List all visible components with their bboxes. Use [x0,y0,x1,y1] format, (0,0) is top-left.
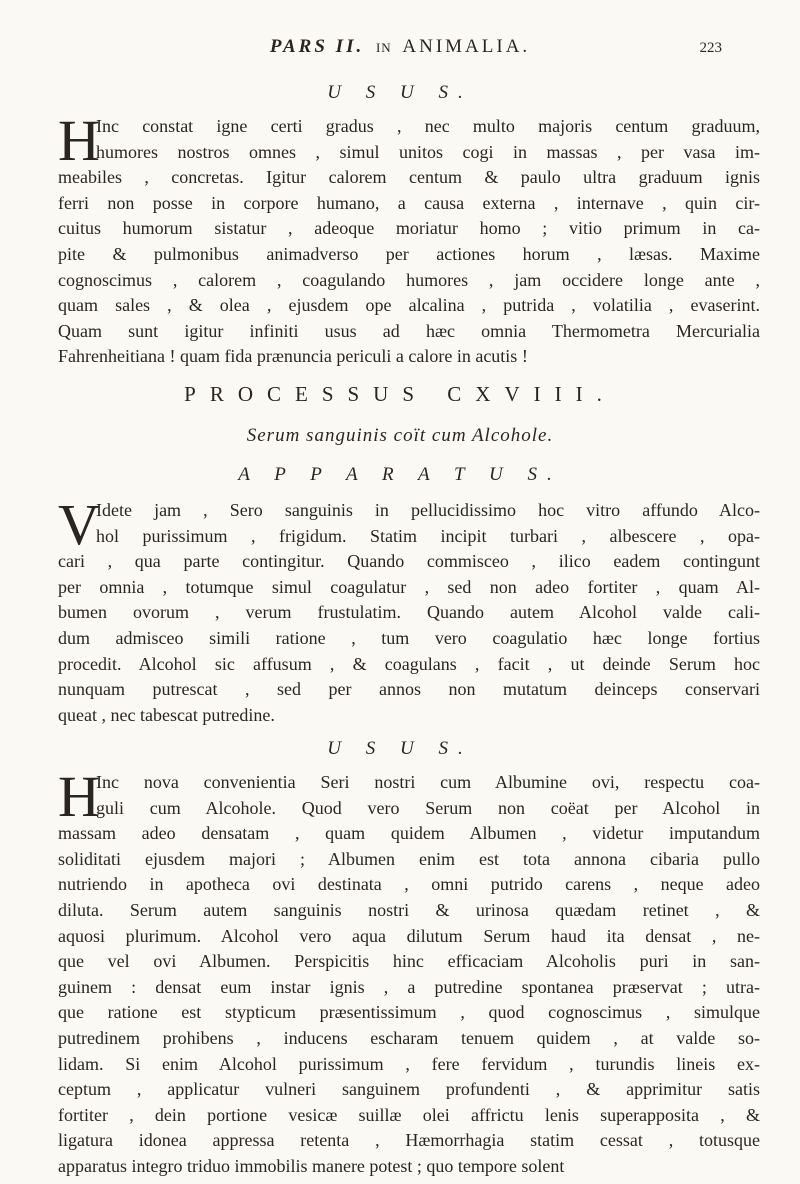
dropcap-h-2: H [58,764,100,829]
text-line: aquosi plurimum. Alcohol vero aqua dilutum Serum haud ita densat , ne- [58,925,760,946]
running-head [0,36,800,58]
text-line: soliditati ejusdem majori ; Albumen enim est tota annona cibaria pullo [58,848,760,869]
page-number: 223 [699,40,722,56]
usus-paragraph-2 [58,764,760,1180]
text-line: fortiter , dein portione vesicæ suillæ olei affrictu lenis superapposita , & [58,1104,760,1125]
text-line: cari , qua parte contingitur. Quando commisceo , ilico eadem contingunt [58,551,760,572]
text-line: guinem : densat eum instar ignis , a putredine spontanea præservat ; utra- [58,976,760,997]
apparatus-heading: A P P A R A T U S. [238,464,562,485]
usus-heading-2: U S U S. [327,738,473,759]
text-line: hol purissimum , frigidum. Statim incipit turbari , albescere , opa- [96,525,760,546]
text-line: queat , nec tabescat putredine. [58,704,275,725]
text-line: humores nostros omnes , simul unitos cogi in massas , per vasa im- [96,141,760,162]
text-line: cognoscimus , calorem , coagulando humores , jam occidere longe ante , [58,269,760,290]
usus-heading-1: U S U S. [327,82,473,103]
text-line: ligatura idonea appressa retenta , Hæmorrhagia statim cessat , totusque [58,1130,760,1151]
text-line: lidam. Si enim Alcohol purissimum , fere fervidum , turundis lineis ex- [58,1053,760,1074]
text-line: apparatus integro triduo immobilis manere potest ; quo tempore solent [58,1155,565,1176]
processus-title: PROCESSUS CXVIII. [184,382,616,406]
text-line: nunquam putrescat , sed per annos non mutatum deinceps conservari [58,679,760,700]
text-line: meabiles , concretas. Igitur calorem centum & paulo ultra graduum ignis [58,167,760,188]
processus-subtitle: Serum sanguinis coït cum Alcohole. [246,425,554,446]
text-line: Inc constat igne certi gradus , nec multo majoris centum graduum, [96,116,760,136]
dropcap-h-1: H [58,108,100,173]
text-line: que ratione est stypticum præsentissimum , quod cognoscimus , simulque [58,1002,760,1023]
running-head-in: IN [375,40,392,55]
text-line: procedit. Alcohol sic affusum , & coagulans , facit , ut deinde Serum hoc [58,653,760,674]
text-line: Idete jam , Sero sanguinis in pellucidissimo hoc vitro affundo Alco- [96,500,760,520]
usus-paragraph-1 [58,108,760,370]
dropcap-v: V [58,492,100,557]
text-line: Inc nova convenientia Seri nostri cum Albumine ovi, respectu coa- [96,772,760,792]
running-head-subject: ANIMALIA. [402,36,531,57]
running-head-part: PARS II. [269,36,365,57]
text-line: pite & pulmonibus animadverso per actiones horum , læsas. Maxime [58,243,760,264]
text-line: que vel ovi Albumen. Perspicitis hinc efficaciam Alcoholis puri in san- [58,951,760,972]
text-line: massam adeo densatam , quam quidem Albumen , videtur imputandum [58,823,760,844]
text-line: Fahrenheitiana ! quam fida prænuncia periculi a calore in acutis ! [58,346,528,367]
apparatus-paragraph [58,492,760,728]
text-line: dum admisceo simili ratione , tum vero coagulatio hæc longe fortius [58,627,760,648]
text-line: cuitus humorum sistatur , adeoque moriatur homo ; vitio primum in ca- [58,218,760,239]
text-line: putredinem prohibens , inducens escharam tenuem quidem , at valde so- [58,1027,760,1048]
text-line: per omnia , totumque simul coagulatur , sed non adeo fortiter , quam Al- [58,576,760,597]
text-line: diluta. Serum autem sanguinis nostri & urinosa quædam retinet , & [58,899,760,920]
text-line: quam sales , & olea , ejusdem ope alcalina , putrida , volatilia , evaserint. [58,295,760,316]
text-line: Quam sunt igitur infiniti usus ad hæc omnia Thermometra Mercurialia [58,320,760,341]
text-line: guli cum Alcohole. Quod vero Serum non coëat per Alcohol in [96,797,760,818]
text-line: ceptum , applicatur vulneri sanguinem profundenti , & apprimitur satis [58,1079,760,1100]
text-line: bumen ovorum , verum frustulatim. Quando autem Alcohol valde cali- [58,602,760,623]
text-line: ferri non posse in corpore humano, a causa externa , internave , quin cir- [58,192,760,213]
text-line: nutriendo in apotheca ovi destinata , omni putrido carens , neque adeo [58,874,760,895]
